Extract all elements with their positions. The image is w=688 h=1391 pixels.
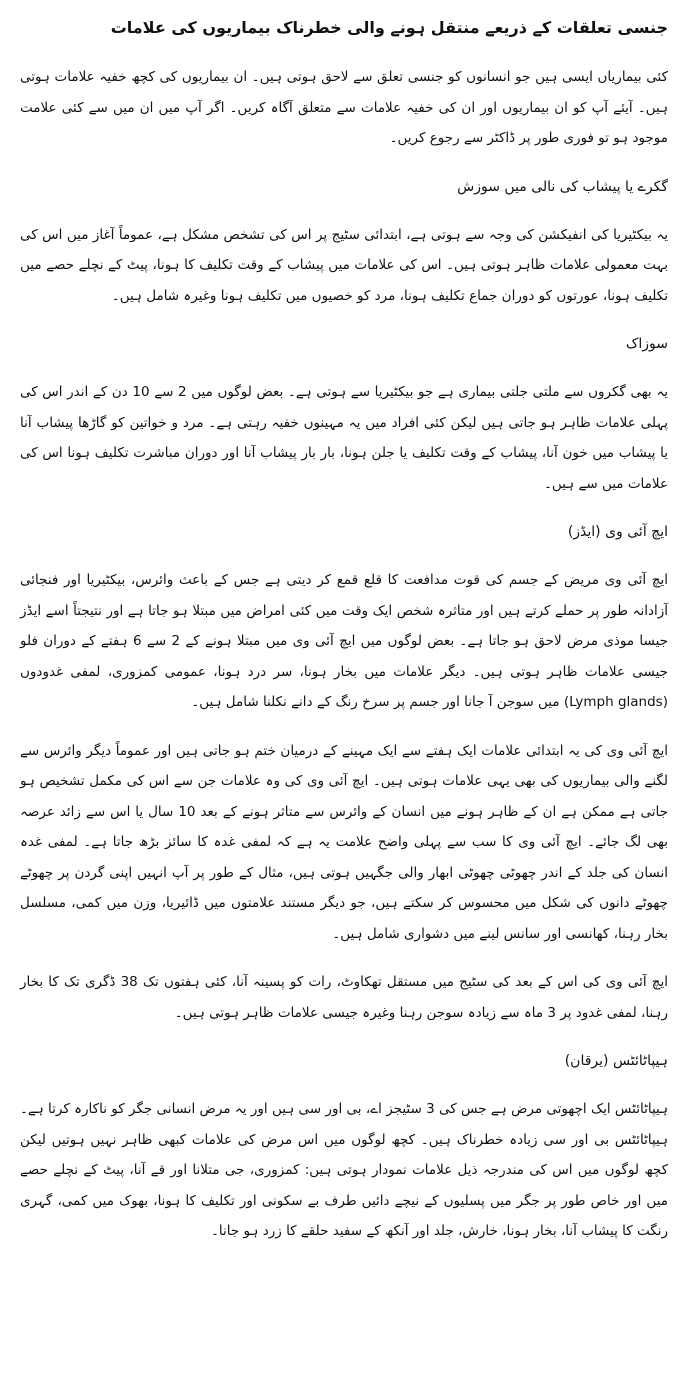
- section-paragraph: یہ بیکٹیریا کی انفیکشن کی وجہ سے ہوتی ہے، ابتدائی سٹیج پر اس کی تشخص مشکل ہے، عموماً آغاز میں اس کی بہت معمولی علامات ظاہر ہوتی ہیں۔ اس کی علامات میں پیشاب کے وقت تکلیف کا ہونا، پیٹ کے نچلے حصے میں تکلیف ہونا، عورتوں کو دوران جماع تکلیف ہونا، مرد کو خصیوں میں تکلیف ہونا وغیرہ شامل ہیں۔: [20, 226, 668, 304]
- section-paragraph: ایچ آئی وی مریض کے جسم کی قوت مدافعت کا قلع قمع کر دیتی ہے جس کے باعث وائرس، بیکٹیریا اور فنجائی آزادانہ طور پر حملے کرتے ہیں اور متاثرہ شخص ایک وقت میں کئی امراض میں مبتلا ہو جاتا ہے اور نتیجتاً اسے ایڈز جیسا موذی مرض لاحق ہو جاتا ہے۔ بعض لوگوں میں ایچ آئی وی میں مبتلا ہونے کے 2 سے 6 ہفتے کے دوران فلو جیسی علامات ظاہر ہوتی ہیں۔ دیگر علامات میں بخار ہونا، سر درد ہونا، عمومی کمزوری، لمفی غدودوں (Lymph glands) میں سوجن آ جانا اور جسم پر سرخ رنگ کے دانے نکلنا شامل ہیں۔: [20, 572, 668, 710]
- article-title: جنسی تعلقات کے ذریعے منتقل ہونے والی خطرناک بیماریوں کی علامات: [110, 18, 668, 37]
- section-heading-hepatitis: ہیپاٹائٹس (یرقان): [564, 1053, 668, 1069]
- section-paragraph: ایچ آئی وی کی اس کے بعد کی سٹیج میں مستقل تھکاوٹ، رات کو پسینہ آنا، کئی ہفتوں تک 38 ڈگری تک کا بخار رہنا، لمفی غدود پر 3 ماہ سے زیادہ سوجن رہنا وغیرہ جیسی علامات ظاہر ہوتی ہیں۔: [20, 974, 669, 1021]
- intro-paragraph: کئی بیماریاں ایسی ہیں جو انسانوں کو جنسی تعلق سے لاحق ہوتی ہیں۔ ان بیماریوں کی کچھ خفیہ علامات ہوتی ہیں۔ آیئے آپ کو ان بیماریوں اور ان کی خفیہ علامات سے متعلق آگاہ کریں۔ اگر آپ میں ان میں سے کئی علامت موجود ہو تو فوری طور پر ڈاکٹر سے رجوع کریں۔: [20, 69, 668, 146]
- section-heading-urethritis: گکرے یا پیشاب کی نالی میں سوزش: [457, 178, 668, 195]
- section-paragraph: ایچ آئی وی کی یہ ابتدائی علامات ایک ہفتے سے ایک مہینے کے درمیان ختم ہو جاتی ہیں اور عموماً دیگر وائرس سے لگنے والی بیماریوں کی بھی یہی علامات ہوتی ہیں۔ ایچ آئی وی کی وہ علامات جن سے اس کی مکمل تشخیص ہو جاتی ہے ممکن ہے ان کے ظاہر ہونے میں انسان کے وائرس سے متاثر ہونے کے بعد 10 سال یا اس سے زائد عرصہ بھی لگ جائے۔ ایچ آئی وی کا سب سے پہلی واضح علامت یہ ہے کہ لمفی غدہ کا سائز بڑھ جاتا ہے۔ لمفی غدہ انسان کی جلد کے اندر چھوٹی چھوٹی ابھار والی جگہیں ہوتی ہیں، مثال کے طور پر آپ انہیں اپنی گردن پر چھوٹے چھوٹے دانوں کی شکل میں محسوس کر سکتے ہیں، جو دیگر مستند علامتوں میں ڈائیریا، وزن میں کمی، مسلسل بخار رہنا، کھانسی اور سانس لینے میں دشواری شامل ہیں۔: [20, 742, 668, 942]
- section-paragraph: یہ بھی گکروں سے ملتی جلتی بیماری ہے جو بیکٹیریا سے ہوتی ہے۔ بعض لوگوں میں 2 سے 10 دن کے اندر اس کی پہلی علامات ظاہر ہو جاتی ہیں لیکن کئی افراد میں یہ مہینوں خفیہ رہتی ہے۔ مرد و خواتین کو گاڑھا پیشاب آنا یا پیشاب میں خون آنا، پیشاب کے وقت تکلیف یا جلن ہونا، بار بار پیشاب آنا اور دوران مباشرت تکلیف ہونا اس کی علامات میں سے ہیں۔: [20, 384, 668, 492]
- section-heading-gonorrhea: سوزاک: [625, 336, 668, 352]
- section-paragraph: ہیپاٹائٹس ایک اچھوتی مرض ہے جس کی 3 سٹیجز اے، بی اور سی ہیں اور یہ مرض انسانی جگر کو ناکارہ کرتا ہے۔ ہیپاٹائٹس بی اور سی زیادہ خطرناک ہیں۔ کچھ لوگوں میں اس مرض کی علامات کبھی ظاہر نہیں ہوتیں لیکن کچھ لوگوں میں اس کی مندرجہ ذیل علامات نمودار ہوتی ہیں: کمزوری، جی متلانا اور قے آنا، پیٹ کے نچلے حصے میں اور خاص طور پر جگر میں پسلیوں کے نیچے دائیں طرف بے سکونی اور تکلیف کا ہونا، بھوک میں کمی، گہری رنگت کا پیشاب آنا، بخار ہونا، خارش، جلد اور آنکھ کے سفید حلقے کا زرد ہو جانا۔: [20, 1101, 668, 1239]
- section-heading-hiv: ایچ آئی وی (ایڈز): [567, 524, 668, 540]
